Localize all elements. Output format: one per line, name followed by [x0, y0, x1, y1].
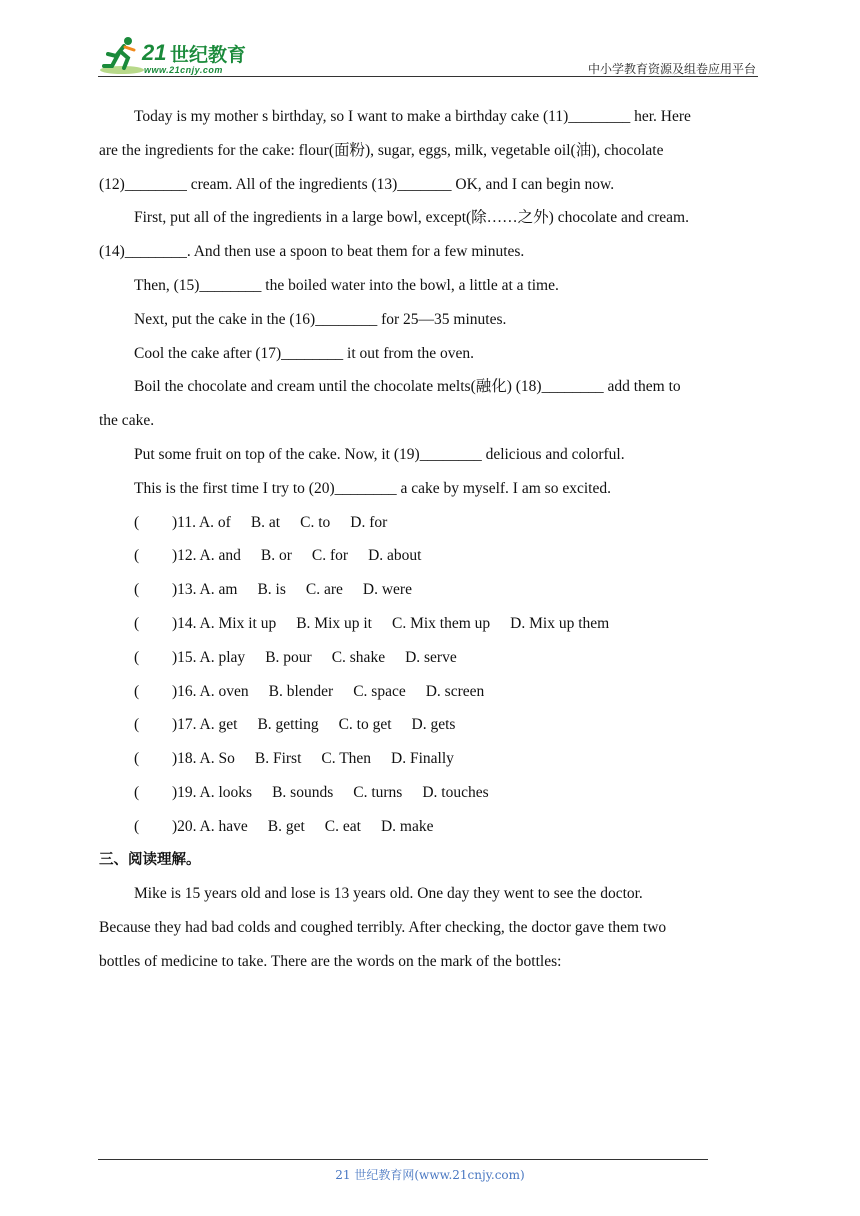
option-a: )14. A. Mix it up: [172, 614, 277, 632]
passage-line: are the ingredients for the cake: flour(面粉), sugar, eggs, milk, vegetable oil(油), chocolate: [99, 141, 664, 159]
option-a: )18. A. So: [172, 750, 235, 768]
option-c: C. turns: [353, 783, 403, 801]
option-d: D. touches: [422, 783, 489, 801]
option-b: B. Mix up it: [296, 614, 372, 632]
logo-url: www.21cnjy.com: [144, 65, 223, 75]
option-a: )11. A. of: [172, 513, 231, 531]
question-11: [99, 506, 759, 540]
option-c: C. are: [305, 581, 343, 599]
section-title: 三、阅读理解。: [99, 851, 201, 868]
option-a: )13. A. am: [172, 581, 238, 599]
footer-divider: [98, 1159, 708, 1160]
option-a: )17. A. get: [172, 716, 238, 734]
option-b: B. getting: [257, 716, 319, 734]
question-13: [99, 573, 759, 607]
runner-logo-icon: [98, 36, 146, 76]
answer-blank[interactable]: (: [134, 716, 140, 734]
option-a: )19. A. looks: [172, 783, 253, 801]
option-d: D. Finally: [391, 750, 454, 768]
option-c: C. eat: [324, 817, 361, 835]
option-c: C. to: [300, 513, 331, 531]
option-d: D. make: [380, 817, 434, 835]
header-platform-text: 中小学教育资源及组卷应用平台: [587, 62, 756, 76]
passage-line: Put some fruit on top of the cake. Now, it (19)________ delicious and colorful.: [134, 445, 625, 463]
logo: [98, 36, 268, 76]
answer-blank[interactable]: (: [134, 614, 140, 632]
option-d: D. Mix up them: [510, 614, 610, 632]
logo-name: 世纪教育: [170, 44, 247, 66]
footer-text: 21 世纪教育网(www.21cnjy.com): [335, 1168, 525, 1182]
option-a: )12. A. and: [172, 547, 241, 565]
option-c: C. shake: [331, 648, 386, 666]
option-c: C. Then: [321, 750, 372, 768]
option-a: )15. A. play: [172, 648, 246, 666]
header-divider: [98, 76, 758, 77]
question-list: [99, 506, 759, 844]
question-17: [99, 708, 759, 742]
option-a: )16. A. oven: [172, 682, 249, 700]
passage-line: First, put all of the ingredients in a large bowl, except(除……之外) chocolate and cream.: [134, 209, 689, 227]
answer-blank[interactable]: (: [134, 682, 140, 700]
question-20: [99, 810, 759, 844]
option-d: D. serve: [405, 648, 457, 666]
option-d: D. gets: [411, 716, 456, 734]
passage-line: (12)________ cream. All of the ingredients (13)_______ OK, and I can begin now.: [99, 175, 615, 193]
passage-line: Next, put the cake in the (16)________ for 25—35 minutes.: [134, 310, 507, 328]
answer-blank[interactable]: (: [134, 750, 140, 768]
option-b: B. blender: [268, 682, 334, 700]
option-a: )20. A. have: [172, 817, 248, 835]
passage-line: This is the first time I try to (20)________ a cake by myself. I am so excited.: [134, 479, 611, 497]
question-16: [99, 675, 759, 709]
passage-line: (14)________. And then use a spoon to beat them for a few minutes.: [99, 243, 525, 261]
reading-line: bottles of medicine to take. There are the words on the mark of the bottles:: [99, 952, 562, 970]
option-b: B. is: [257, 581, 286, 599]
option-b: B. at: [250, 513, 281, 531]
answer-blank[interactable]: (: [134, 547, 140, 565]
passage-line: Boil the chocolate and cream until the chocolate melts(融化) (18)________ add them to: [134, 378, 681, 396]
logo-number: 21: [142, 40, 167, 65]
passage-line: Cool the cake after (17)________ it out from the oven.: [134, 344, 475, 362]
reading-line: Because they had bad colds and coughed terribly. After checking, the doctor gave them two: [99, 919, 667, 937]
option-d: D. screen: [425, 682, 485, 700]
option-b: B. First: [254, 750, 302, 768]
option-c: C. to get: [338, 716, 392, 734]
document-body: [99, 100, 759, 979]
option-b: B. or: [260, 547, 292, 565]
question-18: [99, 742, 759, 776]
answer-blank[interactable]: (: [134, 783, 140, 801]
answer-blank[interactable]: (: [134, 648, 140, 666]
answer-blank[interactable]: (: [134, 513, 140, 531]
passage-line: Today is my mother s birthday, so I want to make a birthday cake (11)________ her. Here: [134, 108, 691, 125]
answer-blank[interactable]: (: [134, 581, 140, 599]
passage-line: the cake.: [99, 412, 155, 430]
answer-blank[interactable]: (: [134, 817, 140, 835]
question-15: [99, 641, 759, 675]
option-b: B. pour: [265, 648, 312, 666]
page-header: [98, 30, 758, 78]
option-c: C. Mix them up: [392, 614, 491, 632]
option-d: D. for: [350, 513, 388, 531]
question-14: [99, 607, 759, 641]
question-19: [99, 776, 759, 810]
option-c: C. space: [353, 682, 406, 700]
option-b: B. get: [267, 817, 305, 835]
passage-line: Then, (15)________ the boiled water into the bowl, a little at a time.: [134, 276, 559, 294]
option-c: C. for: [311, 547, 349, 565]
option-d: D. were: [362, 581, 412, 599]
option-d: D. about: [368, 547, 422, 565]
reading-line: Mike is 15 years old and lose is 13 years old. One day they went to see the doctor.: [134, 885, 643, 903]
question-12: [99, 539, 759, 573]
option-b: B. sounds: [272, 783, 334, 801]
